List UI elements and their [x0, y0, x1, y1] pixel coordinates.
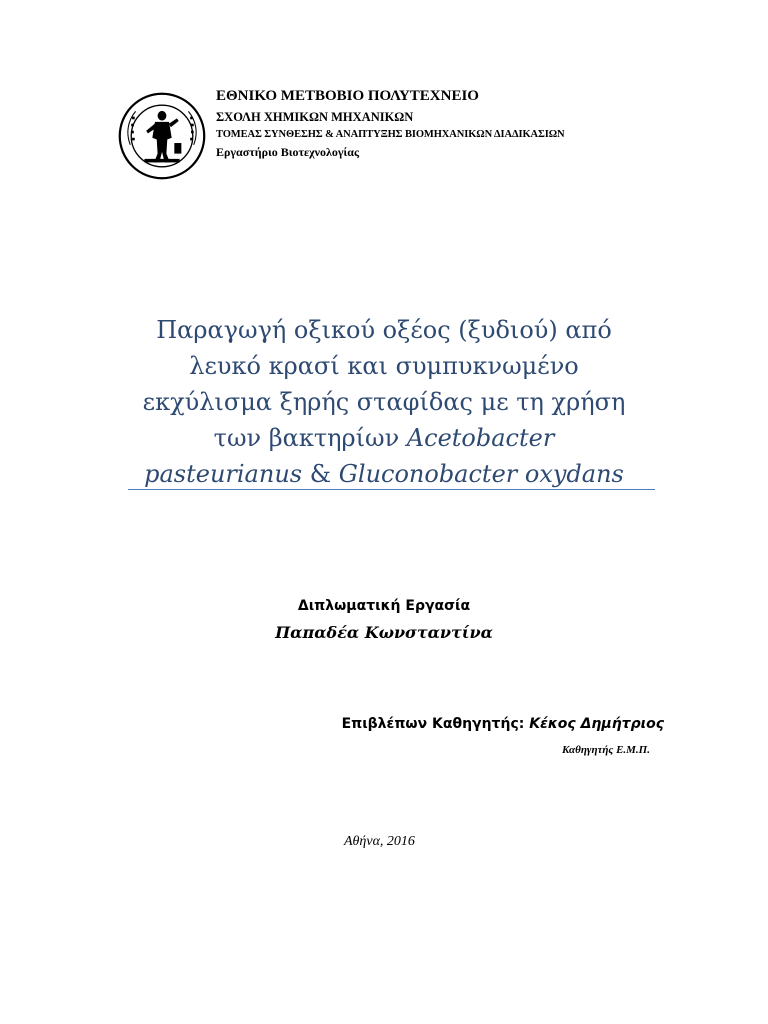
university-seal-icon [118, 92, 206, 180]
title-line-1: Παραγωγή οξικού οξέος (ξυδιού) από [156, 316, 612, 344]
school-name: ΣΧΟΛΗ ΧΗΜΙΚΩΝ ΜΗΧΑΝΙΚΩΝ [216, 110, 414, 124]
species-gluconobacter: Gluconobacter oxydans [338, 460, 624, 488]
author-name: Παπαδέα Κωνσταντίνα [275, 623, 493, 642]
species-pasteurianus: pasteurianus [144, 460, 303, 488]
thesis-type: Διπλωματική Εργασία [297, 598, 471, 614]
department-name: ΤΟΜΕΑΣ ΣΥΝΘΕΣΗΣ & ΑΝΑΠΤΥΞΗΣ ΒΙΟΜΗΧΑΝΙΚΩΝ ΔΙΑΔΙΚΑΣΙΩΝ [216, 129, 565, 140]
university-name: ΕΘΝΙΚΟ ΜΕΤΒΟΒΙΟ ΠΟΛΥΤΕΧΝΕΙΟ [216, 88, 479, 104]
title-line-4 [80, 420, 688, 456]
laboratory-name: Εργαστήριο Βιοτεχνολογίας [216, 145, 360, 159]
title-line-5 [80, 456, 688, 492]
supervisor-label: Επιβλέπων Καθηγητής: [341, 716, 530, 732]
title-line-3: εκχύλισμα ξηρής σταφίδας με τη χρήση [142, 388, 626, 416]
title-line-2: λευκό κρασί και συμπυκνωμένο [189, 352, 579, 380]
supervisor-title: Καθηγητής Ε.Μ.Π. [562, 744, 650, 756]
title-underline [128, 489, 655, 490]
genus-acetobacter: Acetobacter [406, 424, 555, 452]
supervisor-name: Κέκος Δημήτριος [529, 716, 664, 732]
place-date: Αθήνα, 2016 [344, 834, 415, 849]
thesis-title [80, 312, 688, 492]
supervisor-line [342, 716, 664, 732]
title-line-4-text: των βακτηρίων [213, 424, 407, 452]
title-ampersand: & [302, 460, 339, 488]
